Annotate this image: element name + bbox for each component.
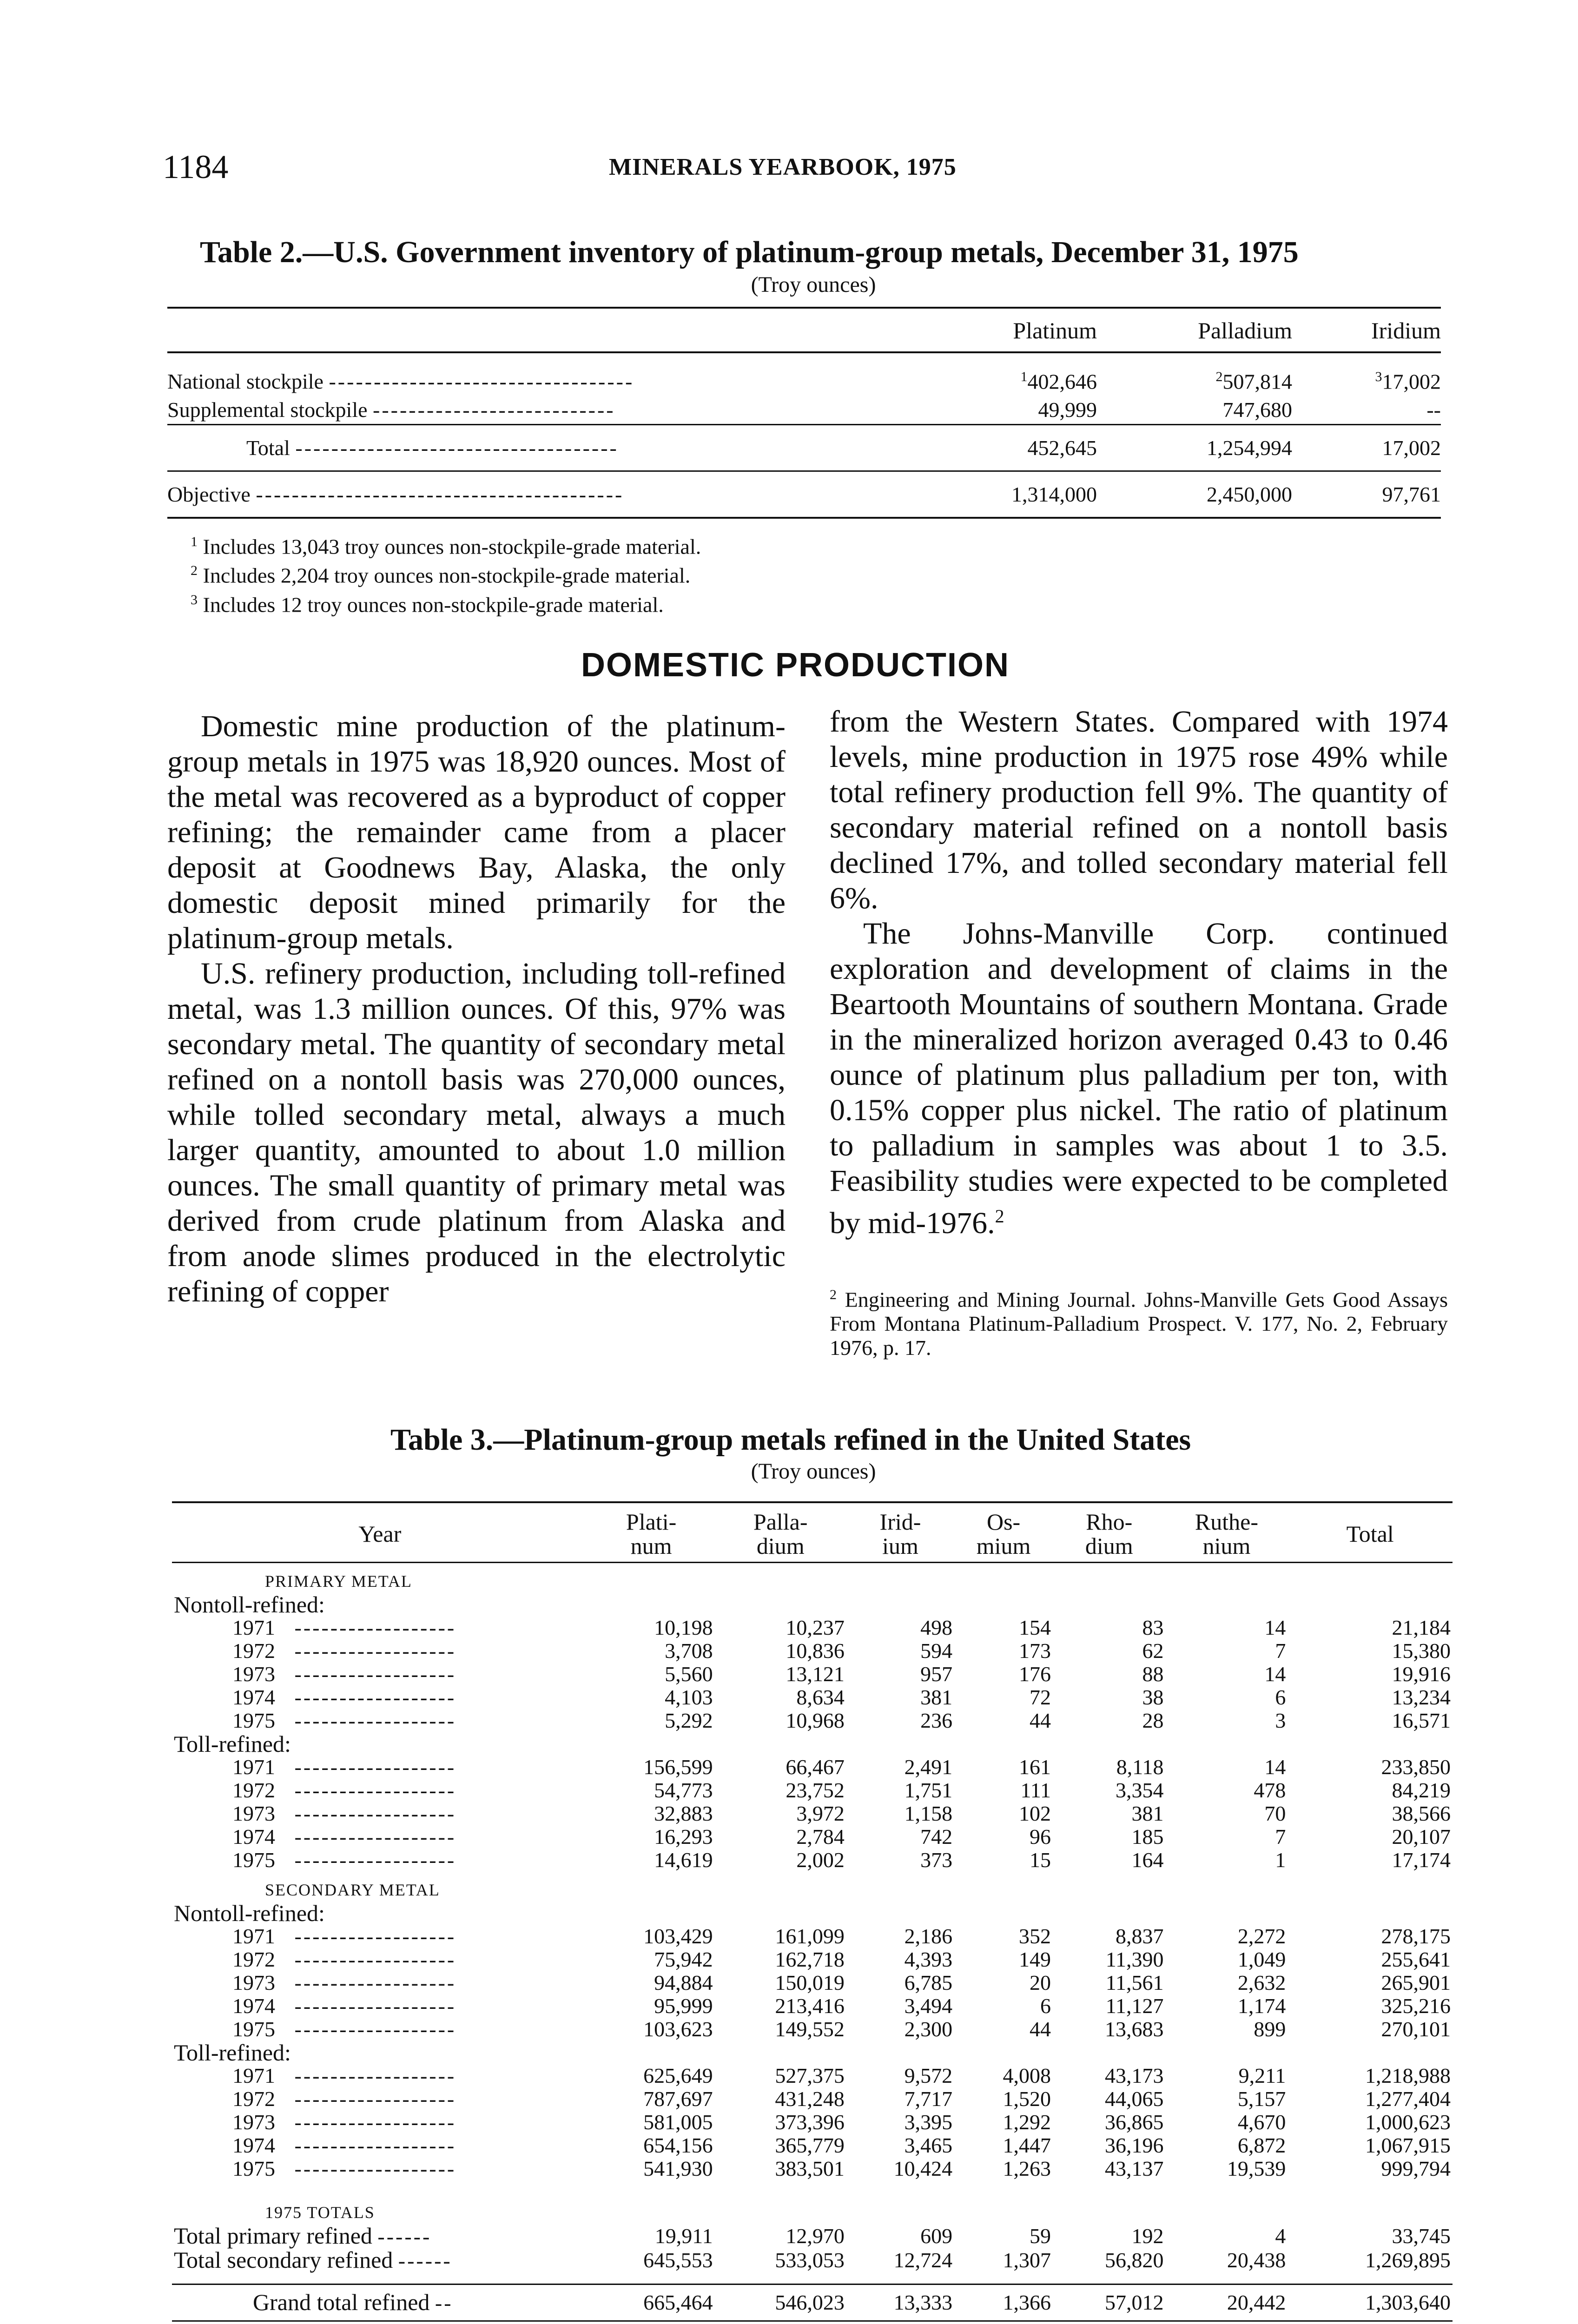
table3-subgroup-label: Toll-refined: xyxy=(174,1731,291,1757)
table3-cell: 5,292 xyxy=(665,1709,713,1732)
table3-cell: 1,174 xyxy=(1237,1994,1286,2018)
table3-cell: 899 xyxy=(1254,2017,1286,2041)
table2-col-header: Iridium xyxy=(1292,308,1441,352)
table3-cell: 11,390 xyxy=(1105,1948,1164,1971)
table3-cell: 2,272 xyxy=(1237,1924,1286,1948)
table3-cell: 1,067,915 xyxy=(1365,2133,1451,2157)
table3-cell: 7 xyxy=(1275,1639,1286,1663)
table3-col-header: Total xyxy=(1287,1502,1453,1563)
table3-row: 1971 ------------------ 10,198 10,237 498 154 83 14 21,184 xyxy=(172,1616,1453,1639)
table3-cell: 192 xyxy=(1131,2224,1164,2248)
table3-cell: 38,566 xyxy=(1392,1802,1451,1825)
table3-cell: 14,619 xyxy=(654,1848,713,1872)
table3-cell: 103,429 xyxy=(643,1924,713,1948)
table3-totals-caption: 1975 TOTALS xyxy=(265,2203,375,2222)
table3-col-header: Os- mium xyxy=(954,1502,1053,1563)
table3-subgroup-label: Toll-refined: xyxy=(174,2040,291,2066)
table3-cell: 1,447 xyxy=(1003,2133,1051,2157)
table3-row: 1973 ------------------ 5,560 13,121 957 176 88 14 19,916 xyxy=(172,1663,1453,1686)
table3-cell: 36,865 xyxy=(1105,2110,1164,2134)
table3-cell: 162,718 xyxy=(775,1948,845,1971)
table3-cell: 270,101 xyxy=(1381,2017,1451,2041)
table3-cell: 13,234 xyxy=(1392,1685,1451,1709)
table3-cell: 594 xyxy=(920,1639,953,1663)
table3-cell: 43,137 xyxy=(1105,2157,1164,2180)
table3-cell: 787,697 xyxy=(643,2087,713,2111)
table3-cell: 10,237 xyxy=(786,1616,845,1639)
table3-cell: 21,184 xyxy=(1392,1616,1451,1639)
table3-cell: 533,053 xyxy=(775,2248,845,2272)
table3-cell: 10,424 xyxy=(893,2157,953,2180)
table3-cell: 1,366 xyxy=(954,2284,1053,2321)
table3-cell: 1,263 xyxy=(1003,2157,1051,2180)
journal-title: MINERALS YEARBOOK, 1975 xyxy=(609,154,957,180)
table3-col-header: Irid- ium xyxy=(846,1502,954,1563)
table3-cell: 111 xyxy=(1020,1778,1051,1802)
table3-cell: 581,005 xyxy=(643,2110,713,2134)
table3-cell: 3,395 xyxy=(904,2110,953,2134)
table2-footnote: $^3$ Includes 12 troy ounces non-stockpile-grade material. xyxy=(191,592,664,616)
table3-cell: 4 xyxy=(1275,2224,1286,2248)
table3-cell: 72 xyxy=(1030,1685,1051,1709)
table3-cell: 13,683 xyxy=(1105,2017,1164,2041)
table3-cell: 1,218,988 xyxy=(1365,2064,1451,2087)
table3-cell: 36,196 xyxy=(1105,2133,1164,2157)
table3-row: 1971 ------------------ 625,649 527,375 9,572 4,008 43,173 9,211 1,218,988 xyxy=(172,2064,1453,2087)
table3-cell: 56,820 xyxy=(1105,2248,1164,2272)
table3-cell: 6 xyxy=(1040,1994,1051,2018)
table2-subtitle: (Troy ounces) xyxy=(751,272,876,297)
table3-row: 1975 ------------------ 5,292 10,968 236 44 28 3 16,571 xyxy=(172,1709,1453,1732)
table3-cell: 1,520 xyxy=(1003,2087,1051,2111)
table3-cell: 70 xyxy=(1264,1802,1286,1825)
table3-header-row xyxy=(172,1502,1453,1563)
table3-cell: 1,000,623 xyxy=(1365,2110,1451,2134)
table3-cell: 12,970 xyxy=(786,2224,845,2248)
table3-cell: 1,307 xyxy=(1003,2248,1051,2272)
table3 xyxy=(172,1501,1453,2322)
table3-cell: 9,572 xyxy=(904,2064,953,2087)
table3-cell: 665,464 xyxy=(588,2284,715,2321)
table3-cell: 498 xyxy=(920,1616,953,1639)
table3-cell: 173 xyxy=(1019,1639,1051,1663)
table3-row: 1973 ------------------ 94,884 150,019 6,785 20 11,561 2,632 265,901 xyxy=(172,1971,1453,1994)
table3-cell: 44,065 xyxy=(1105,2087,1164,2111)
table3-cell: 325,216 xyxy=(1381,1994,1451,2018)
table3-cell: 3,708 xyxy=(665,1639,713,1663)
table3-row: 1974 ------------------ 95,999 213,416 3,494 6 11,127 1,174 325,216 xyxy=(172,1994,1453,2018)
table3-cell: 233,850 xyxy=(1381,1755,1451,1779)
table3-cell: 44 xyxy=(1030,2017,1051,2041)
table3-cell: 478 xyxy=(1254,1778,1286,1802)
table3-cell: 1,269,895 xyxy=(1365,2248,1451,2272)
table3-cell: 20,107 xyxy=(1392,1825,1451,1849)
table3-cell: 8,837 xyxy=(1116,1924,1164,1948)
table3-cell: 19,916 xyxy=(1392,1662,1451,1686)
table3-cell: 742 xyxy=(920,1825,953,1849)
table3-row: 1972 ------------------ 75,942 162,718 4,393 149 11,390 1,049 255,641 xyxy=(172,1948,1453,1971)
table3-cell: 7 xyxy=(1275,1825,1286,1849)
table3-cell: 609 xyxy=(920,2224,953,2248)
table3-cell: 4,393 xyxy=(904,1948,953,1971)
table3-cell: 1,292 xyxy=(1003,2110,1051,2134)
table2-footnote: $^1$ Includes 13,043 troy ounces non-stockpile-grade material. xyxy=(191,534,701,559)
table3-cell: 381 xyxy=(1131,1802,1164,1825)
table3-row: 1974 ------------------ 654,156 365,779 3,465 1,447 36,196 6,872 1,067,915 xyxy=(172,2134,1453,2157)
table3-cell: 373 xyxy=(920,1848,953,1872)
table3-cell: 2,784 xyxy=(796,1825,845,1849)
table3-cell: 12,724 xyxy=(893,2248,953,2272)
paragraph: from the Western States. Compared with 1974 levels, mine production in 1975 rose 49% while total refinery production fell 9%. The quantity of secondary material refined on a nontoll basis declined 17%, and tolled secondary material fell 6%. xyxy=(830,705,1448,915)
table3-cell: 102 xyxy=(1019,1802,1051,1825)
table3-cell: 3,465 xyxy=(904,2133,953,2157)
table3-cell: 625,649 xyxy=(643,2064,713,2087)
table3-cell: 352 xyxy=(1019,1924,1051,1948)
table3-cell: 654,156 xyxy=(643,2133,713,2157)
table3-cell: 255,641 xyxy=(1381,1948,1451,1971)
table3-cell: 365,779 xyxy=(775,2133,845,2157)
table3-cell: 10,836 xyxy=(786,1639,845,1663)
table2-title: Table 2.—U.S. Government inventory of platinum-group metals, December 31, 1975 xyxy=(200,235,1299,269)
table3-cell: 265,901 xyxy=(1381,1971,1451,1994)
table3-cell: 5,560 xyxy=(665,1662,713,1686)
table2-row: Total ------------------------------------ 452,645 1,254,994 17,002 xyxy=(167,425,1441,471)
table3-cell: 54,773 xyxy=(654,1778,713,1802)
table3-cell: 213,416 xyxy=(775,1994,845,2018)
table3-row: 1972 ------------------ 787,697 431,248 7,717 1,520 44,065 5,157 1,277,404 xyxy=(172,2087,1453,2111)
table3-total-row: Total primary refined ------ 19,911 12,970 609 59 192 4 33,745 xyxy=(172,2224,1453,2248)
table3-row: 1972 ------------------ 3,708 10,836 594 173 62 7 15,380 xyxy=(172,1639,1453,1663)
table3-cell: 6 xyxy=(1275,1685,1286,1709)
table3-subgroup-label: Nontoll-refined: xyxy=(174,1591,325,1618)
table3-row: 1973 ------------------ 32,883 3,972 1,158 102 381 70 38,566 xyxy=(172,1802,1453,1825)
table3-cell: 1 xyxy=(1275,1848,1286,1872)
table3-cell: 999,794 xyxy=(1381,2157,1451,2180)
table3-cell: 236 xyxy=(920,1709,953,1732)
table3-cell: 10,968 xyxy=(786,1709,845,1732)
table3-row: 1975 ------------------ 541,930 383,501 10,424 1,263 43,137 19,539 999,794 xyxy=(172,2157,1453,2180)
table2-row: Objective ----------------------------------------- 1,314,000 2,450,000 97,761 xyxy=(167,471,1441,518)
table3-total-row: Total secondary refined ------ 645,553 533,053 12,724 1,307 56,820 20,438 1,269,895 xyxy=(172,2248,1453,2272)
table3-cell: 13,333 xyxy=(846,2284,954,2321)
table3-grand-total-row: Grand total refined -- 665,464 546,023 13,333 1,366 57,012 20,442 1,303,640 xyxy=(172,2284,1453,2321)
page-number: 1184 xyxy=(163,148,229,185)
table3-row: 1972 ------------------ 54,773 23,752 1,751 111 3,354 478 84,219 xyxy=(172,1779,1453,1802)
table3-cell: 1,303,640 xyxy=(1287,2284,1453,2321)
table3-cell: 11,127 xyxy=(1105,1994,1164,2018)
table3-cell: 15 xyxy=(1030,1848,1051,1872)
table3-cell: 383,501 xyxy=(775,2157,845,2180)
table3-cell: 1,277,404 xyxy=(1365,2087,1451,2111)
body-right-column xyxy=(830,704,1448,1241)
table3-cell: 176 xyxy=(1019,1662,1051,1686)
table3-cell: 150,019 xyxy=(775,1971,845,1994)
table3-cell: 14 xyxy=(1264,1755,1286,1779)
body-footnote: $^2$ Engineering and Mining Journal. Johns-Manville Gets Good Assays From Montana Platinum-Palladium Prospect. V. 177, No. 2, February 1976, p. 17. xyxy=(830,1287,1448,1360)
table2-col-header: Palladium xyxy=(1097,308,1292,352)
table3-cell: 156,599 xyxy=(643,1755,713,1779)
table3-cell: 13,121 xyxy=(786,1662,845,1686)
table3-cell: 59 xyxy=(1030,2224,1051,2248)
table3-cell: 23,752 xyxy=(786,1778,845,1802)
table3-col-header: Palla- dium xyxy=(715,1502,846,1563)
table3-cell: 1,049 xyxy=(1237,1948,1286,1971)
table3-cell: 149 xyxy=(1019,1948,1051,1971)
table3-cell: 4,103 xyxy=(665,1685,713,1709)
table3-col-header: Rho- dium xyxy=(1053,1502,1165,1563)
table3-cell: 84,219 xyxy=(1392,1778,1451,1802)
table3-cell: 16,293 xyxy=(654,1825,713,1849)
table3-row: 1974 ------------------ 16,293 2,784 742 96 185 7 20,107 xyxy=(172,1825,1453,1849)
table3-cell: 957 xyxy=(920,1662,953,1686)
table3-cell: 66,467 xyxy=(786,1755,845,1779)
table3-cell: 14 xyxy=(1264,1616,1286,1639)
table3-cell: 3,972 xyxy=(796,1802,845,1825)
table3-cell: 3,354 xyxy=(1116,1778,1164,1802)
table3-row: 1974 ------------------ 4,103 8,634 381 72 38 6 13,234 xyxy=(172,1686,1453,1709)
table3-col-header: Year xyxy=(172,1502,588,1563)
table3-cell: 15,380 xyxy=(1392,1639,1451,1663)
table3-cell: 62 xyxy=(1142,1639,1164,1663)
table3-cell: 161 xyxy=(1019,1755,1051,1779)
table3-cell: 8,118 xyxy=(1116,1755,1164,1779)
table3-cell: 546,023 xyxy=(715,2284,846,2321)
table3-cell: 94,884 xyxy=(654,1971,713,1994)
table3-cell: 103,623 xyxy=(643,2017,713,2041)
table3-cell: 164 xyxy=(1131,1848,1164,1872)
table3-cell: 44 xyxy=(1030,1709,1051,1732)
table3-cell: 20,442 xyxy=(1166,2284,1288,2321)
table3-subgroup-label: Nontoll-refined: xyxy=(174,1900,325,1926)
table3-cell: 6,872 xyxy=(1237,2133,1286,2157)
table3-cell: 4,008 xyxy=(1003,2064,1051,2087)
table3-cell: 2,491 xyxy=(904,1755,953,1779)
table3-cell: 161,099 xyxy=(775,1924,845,1948)
table3-cell: 16,571 xyxy=(1392,1709,1451,1732)
table3-col-header: Ruthe- nium xyxy=(1166,1502,1288,1563)
table3-cell: 2,300 xyxy=(904,2017,953,2041)
table3-cell: 3,494 xyxy=(904,1994,953,2018)
table3-cell: 43,173 xyxy=(1105,2064,1164,2087)
table3-cell: 96 xyxy=(1030,1825,1051,1849)
table3-row: 1971 ------------------ 103,429 161,099 2,186 352 8,837 2,272 278,175 xyxy=(172,1925,1453,1948)
table3-cell: 154 xyxy=(1019,1616,1051,1639)
table3-cell: 1,751 xyxy=(904,1778,953,1802)
body-left-column xyxy=(167,709,786,1309)
table3-cell: 88 xyxy=(1142,1662,1164,1686)
table3-cell: 7,717 xyxy=(904,2087,953,2111)
table3-col-header: Plati- num xyxy=(588,1502,715,1563)
table3-cell: 20 xyxy=(1030,1971,1051,1994)
table3-cell: 75,942 xyxy=(654,1948,713,1971)
table3-cell: 17,174 xyxy=(1392,1848,1451,1872)
table3-cell: 645,553 xyxy=(643,2248,713,2272)
table3-cell: 527,375 xyxy=(775,2064,845,2087)
table2-col-header: Platinum xyxy=(878,308,1097,352)
table3-cell: 32,883 xyxy=(654,1802,713,1825)
table3-cell: 33,745 xyxy=(1392,2224,1451,2248)
table3-cell: 3 xyxy=(1275,1709,1286,1732)
table3-group-caption: PRIMARY METAL xyxy=(265,1572,412,1591)
table3-row: 1975 ------------------ 103,623 149,552 2,300 44 13,683 899 270,101 xyxy=(172,2018,1453,2041)
table3-row: 1973 ------------------ 581,005 373,396 3,395 1,292 36,865 4,670 1,000,623 xyxy=(172,2111,1453,2134)
table2-row: Supplemental stockpile --------------------------- 49,999 747,680 -- xyxy=(167,398,1441,422)
table3-title: Table 3.—Platinum-group metals refined in the United States xyxy=(390,1423,1191,1457)
table3-cell: 19,539 xyxy=(1227,2157,1286,2180)
table3-cell: 431,248 xyxy=(775,2087,845,2111)
table3-cell: 1,158 xyxy=(904,1802,953,1825)
table3-cell: 2,632 xyxy=(1237,1971,1286,1994)
table3-cell: 20,438 xyxy=(1227,2248,1286,2272)
table3-cell: 2,002 xyxy=(796,1848,845,1872)
table3-cell: 28 xyxy=(1142,1709,1164,1732)
table3-cell: 381 xyxy=(920,1685,953,1709)
table2-row: National stockpile ---------------------------------- $^1$402,646 $^2$507,814 $^3$17,002 xyxy=(167,369,1441,394)
table3-cell: 185 xyxy=(1131,1825,1164,1849)
table3-body xyxy=(172,1563,1453,2321)
table3-cell: 19,911 xyxy=(654,2224,713,2248)
table2-footnote: $^2$ Includes 2,204 troy ounces non-stockpile-grade material. xyxy=(191,563,691,588)
table3-cell: 4,670 xyxy=(1237,2110,1286,2134)
table3-cell: 14 xyxy=(1264,1662,1286,1686)
table3-cell: 10,198 xyxy=(654,1616,713,1639)
table3-cell: 11,561 xyxy=(1105,1971,1164,1994)
table2-header-row xyxy=(167,308,1441,352)
table3-row: 1975 ------------------ 14,619 2,002 373 15 164 1 17,174 xyxy=(172,1849,1453,1872)
table3-row: 1971 ------------------ 156,599 66,467 2,491 161 8,118 14 233,850 xyxy=(172,1756,1453,1779)
table3-subtitle: (Troy ounces) xyxy=(751,1459,876,1484)
table3-cell: 57,012 xyxy=(1053,2284,1165,2321)
table3-cell: 9,211 xyxy=(1238,2064,1286,2087)
table3-cell: 5,157 xyxy=(1237,2087,1286,2111)
table3-cell: 278,175 xyxy=(1381,1924,1451,1948)
paragraph: The Johns-Manville Corp. continued exploration and development of claims in the Beartooth Mountains of southern Montana. Grade in the mineralized horizon averaged 0.43 to 0.46 ounce of platinum plus palladium per ton, with 0.15% copper plus nickel. The ratio of platinum to palladium in samples was about 1 to 3.5. Feasibility studies were expected to be completed by mid-1976.$^2$ xyxy=(830,917,1448,1240)
table3-cell: 2,186 xyxy=(904,1924,953,1948)
table3-cell: 149,552 xyxy=(775,2017,845,2041)
table2-footnotes xyxy=(191,530,701,617)
footnote-mark: 2 xyxy=(995,1206,1004,1227)
section-title: DOMESTIC PRODUCTION xyxy=(581,647,1010,684)
table3-cell: 38 xyxy=(1142,1685,1164,1709)
table3-cell: 541,930 xyxy=(643,2157,713,2180)
paragraph: U.S. refinery production, including toll-refined metal, was 1.3 million ounces. Of this, 97% was secondary metal. The quantity of secondary metal refined on a nontoll basis was 270,000 ounces, while tolled secondary metal, always a much larger quantity, amounted to about 1.0 million ounces. The small quantity of primary metal was derived from crude platinum from Alaska and from anode slimes produced in the electrolytic refining of copper xyxy=(167,957,786,1308)
paragraph: Domestic mine production of the platinum-group metals in 1975 was 18,920 ounces. Most of the metal was recovered as a byproduct of copper refining; the remainder came from a placer deposit at Goodnews Bay, Alaska, the only domestic deposit mined primarily for the platinum-group metals. xyxy=(167,709,786,955)
table3-cell: 6,785 xyxy=(904,1971,953,1994)
table3-cell: 95,999 xyxy=(654,1994,713,2018)
table3-group-caption: SECONDARY METAL xyxy=(265,1881,440,1899)
table3-cell: 8,634 xyxy=(796,1685,845,1709)
table3-cell: 83 xyxy=(1142,1616,1164,1639)
running-head xyxy=(163,148,1464,185)
table3-cell: 373,396 xyxy=(775,2110,845,2134)
table2 xyxy=(167,307,1441,519)
